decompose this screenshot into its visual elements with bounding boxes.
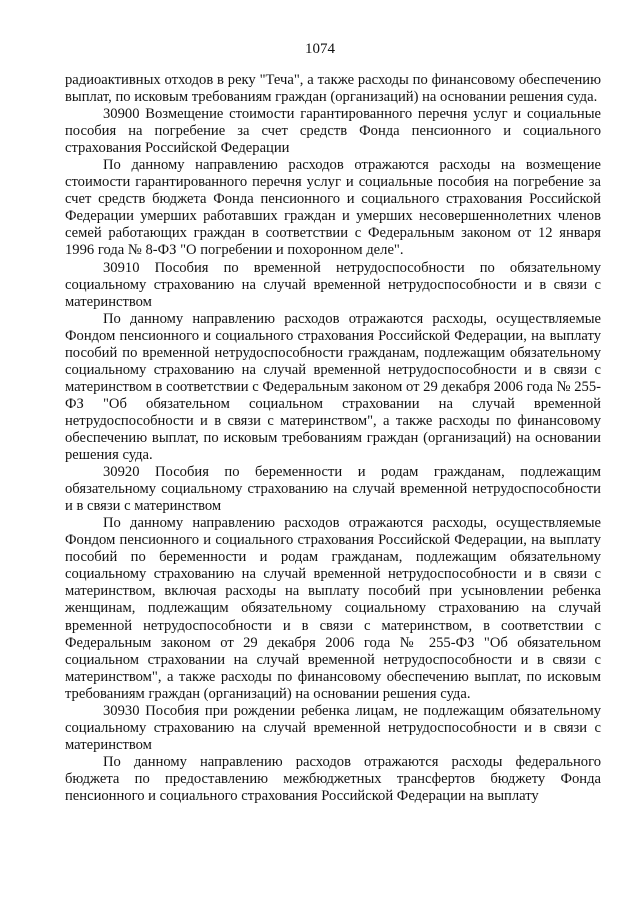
paragraph-heading-30900: 30900 Возмещение стоимости гарантированного перечня услуг и социальные пособия на погребение за счет средств Фонда пенсионного и социального страхования Российской Федерации — [65, 106, 601, 157]
page-number: 1074 — [305, 41, 335, 57]
paragraph-heading-30920: 30920 Пособия по беременности и родам гражданам, подлежащим обязательному социальному страхованию на случай временной нетрудоспособности и в связи с материнством — [65, 464, 601, 515]
paragraph-heading-30930: 30930 Пособия при рождении ребенка лицам, не подлежащим обязательному социальному страхованию на случай временной нетрудоспособности и в связи с материнством — [65, 702, 601, 753]
document-body — [65, 72, 601, 805]
paragraph-body-30910: По данному направлению расходов отражаются расходы, осуществляемые Фондом пенсионного и социального страхования Российской Федерации, на выплату пособий по временной нетрудоспособности гражданам, подлежащим обязательному социальному страхованию на случай временной нетрудоспособности и в связи с материнством в соответствии с Федеральным законом от 29 декабря 2006 года № 255-ФЗ "Об обязательном социальном страховании на случай временной нетрудоспособности и в связи с материнством", а также расходы по финансовому обеспечению выплат, по исковым требованиям граждан (организаций) на основании решения суда. — [65, 310, 601, 464]
paragraph-body-30920: По данному направлению расходов отражаются расходы, осуществляемые Фондом пенсионного и социального страхования Российской Федерации, на выплату пособий по беременности и родам гражданам, подлежащим обязательному социальному страхованию на случай временной нетрудоспособности и в связи с материнством, включая расходы на выплату пособий при усыновлении ребенка женщинам, подлежащим обязательному социальному страхованию на случай временной нетрудоспособности и в связи с материнством, в соответствии с Федеральным законом от 29 декабря 2006 года № 255-ФЗ "Об обязательном социальном страховании на случай временной нетрудоспособности и в связи с материнством", а также расходы по финансовому обеспечению выплат, по исковым требованиям граждан (организаций) на основании решения суда. — [65, 515, 601, 702]
paragraph-continuation: радиоактивных отходов в реку "Теча", а также расходы по финансовому обеспечению выплат, по исковым требованиям граждан (организаций) на основании решения суда. — [65, 72, 601, 106]
paragraph-body-30930: По данному направлению расходов отражаются расходы федерального бюджета по предоставлению межбюджетных трансфертов бюджету Фонда пенсионного и социального страхования Российской Федерации на выплату — [65, 753, 601, 804]
paragraph-body-30900: По данному направлению расходов отражаются расходы на возмещение стоимости гарантированного перечня услуг и социальные пособия на погребение за счет средств бюджета Фонда пенсионного и социального страхования Российской Федерации умерших работавших граждан и умерших несовершеннолетних членов семей работающих граждан в соответствии с Федеральным законом от 12 января 1996 года № 8-ФЗ "О погребении и похоронном деле". — [65, 157, 601, 259]
paragraph-heading-30910: 30910 Пособия по временной нетрудоспособности по обязательному социальному страхованию на случай временной нетрудоспособности и в связи с материнством — [65, 259, 601, 310]
